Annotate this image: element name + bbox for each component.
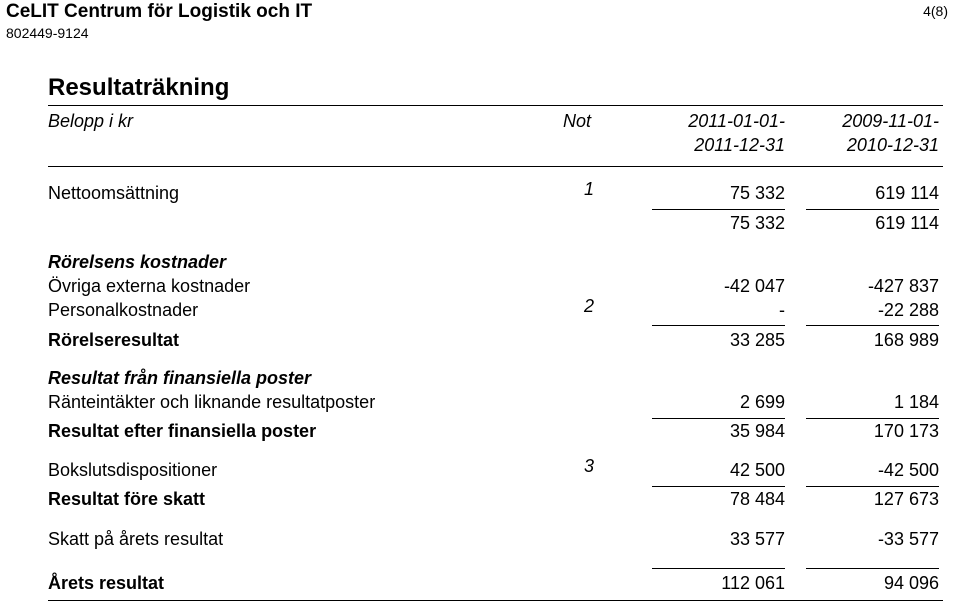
sum-line — [806, 325, 939, 326]
column-header-period1-end: 2011-12-31 — [694, 135, 785, 155]
row-label: Rörelseresultat — [48, 330, 180, 350]
section-heading: Resultat från finansiella poster — [48, 368, 312, 388]
organization-name: CeLIT Centrum för Logistik och IT — [6, 1, 313, 22]
row-value-2010: 619 114 — [875, 213, 939, 233]
row-value-2011: 75 332 — [729, 213, 785, 233]
row-value-2011: 33 285 — [729, 330, 785, 350]
sum-line — [652, 568, 785, 569]
organization-number: 802449-9124 — [6, 25, 89, 41]
bottom-divider — [48, 600, 943, 601]
sum-line — [806, 568, 939, 569]
row-value-2010: 170 173 — [873, 421, 939, 441]
row-label: Övriga externa kostnader — [48, 276, 251, 296]
sum-line — [652, 486, 785, 487]
table-row — [0, 573, 960, 599]
table-row — [0, 392, 960, 418]
page-title: Resultaträkning — [48, 74, 230, 101]
table-row — [0, 296, 960, 326]
row-value-2010: -22 288 — [877, 300, 939, 320]
row-value-2010: 168 989 — [873, 330, 939, 350]
row-label: Resultat före skatt — [48, 489, 206, 509]
row-label: Bokslutsdispositioner — [48, 460, 218, 480]
section-heading: Rörelsens kostnader — [48, 252, 227, 272]
header-divider — [48, 166, 943, 167]
sum-line — [806, 418, 939, 419]
sum-line — [652, 325, 785, 326]
row-value-2011: 33 577 — [729, 529, 785, 549]
table-row — [0, 213, 960, 239]
row-note: 2 — [584, 296, 595, 316]
table-row — [0, 276, 960, 302]
row-value-2010: 619 114 — [875, 183, 939, 203]
column-header-period2-end: 2010-12-31 — [846, 135, 939, 155]
row-label: Ränteintäkter och liknande resultatposter — [48, 392, 376, 412]
row-value-2010: -33 577 — [877, 529, 939, 549]
row-label: Personalkostnader — [48, 300, 199, 320]
table-row — [0, 489, 960, 515]
row-note: 1 — [584, 179, 595, 199]
section-heading-row — [0, 252, 960, 278]
row-label: Skatt på årets resultat — [48, 529, 224, 549]
row-label: Resultat efter finansiella poster — [48, 421, 317, 441]
row-value-2010: 94 096 — [883, 573, 939, 593]
row-value-2010: -427 837 — [867, 276, 939, 296]
row-value-2010: 1 184 — [893, 392, 939, 412]
row-value-2011: - — [779, 300, 785, 320]
title-divider — [48, 105, 943, 106]
row-value-2011: 35 984 — [729, 421, 785, 441]
row-value-2011: 2 699 — [739, 392, 785, 412]
row-value-2011: 42 500 — [729, 460, 785, 480]
row-label: Nettoomsättning — [48, 183, 180, 203]
row-value-2011: 78 484 — [729, 489, 785, 509]
row-value-2011: -42 047 — [723, 276, 785, 296]
table-row — [0, 179, 960, 209]
sum-line — [806, 209, 939, 210]
row-value-2011: 75 332 — [729, 183, 785, 203]
page-number: 4(8) — [923, 3, 948, 19]
sum-line — [806, 486, 939, 487]
row-note: 3 — [584, 456, 595, 476]
table-row — [0, 529, 960, 555]
sum-line — [652, 418, 785, 419]
sum-line — [652, 209, 785, 210]
column-header-amount: Belopp i kr — [48, 111, 134, 131]
row-value-2011: 112 061 — [721, 573, 785, 593]
row-value-2010: 127 673 — [873, 489, 939, 509]
table-row — [0, 456, 960, 486]
row-value-2010: -42 500 — [877, 460, 939, 480]
column-header-period2-start: 2009-11-01- — [842, 111, 939, 131]
table-row — [0, 421, 960, 447]
column-header-note: Not — [563, 111, 592, 131]
column-header-period1-start: 2011-01-01- — [688, 111, 785, 131]
section-heading-row — [0, 368, 960, 394]
table-row — [0, 330, 960, 356]
row-label: Årets resultat — [48, 573, 165, 593]
